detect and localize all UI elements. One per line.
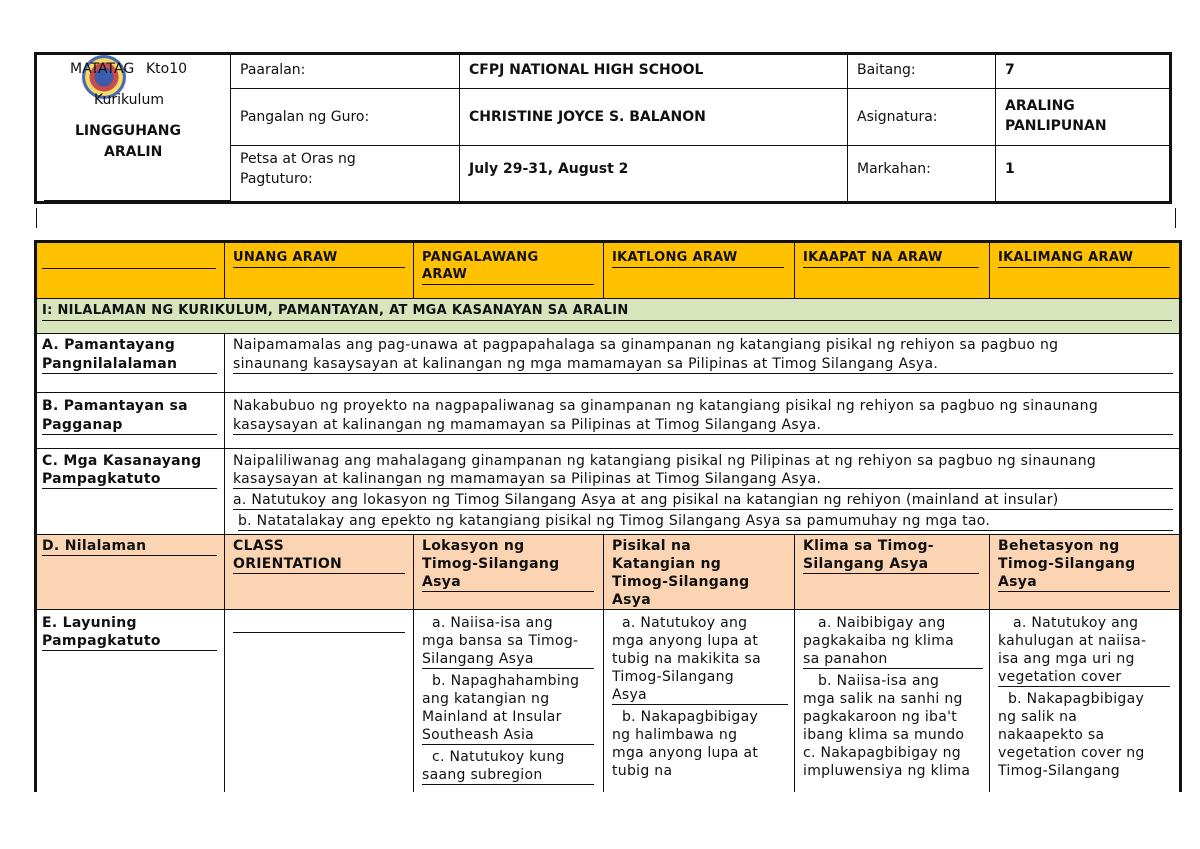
day-2-content: Asya [422,573,594,592]
row-a-label: Pangnilalalaman [42,355,217,374]
row-a-text: sinaunang kasaysayan at kalinangan ng mga mamamayan sa Pilipinas at Timog Silangang Asya. [233,355,1173,374]
day-5-objective: vegetation cover [998,668,1170,687]
day-4-objective: ibang klima sa mundo [803,727,965,743]
divider [413,534,414,792]
petsa-label: Pagtuturo: [240,171,313,187]
day-2-objective: c. Natutukoy kung [432,749,565,765]
divider [459,55,460,201]
day-2-objective: a. Naiisa-isa ang [432,615,553,631]
row-c-label: C. Mga Kasanayang [42,453,202,469]
day-2-objective: Mainland at Insular [422,709,562,725]
paaralan-value: CFPJ NATIONAL HIGH SCHOOL [469,62,704,78]
day-3-content: Katangian ng [612,556,722,572]
guro-value: CHRISTINE JOYCE S. BALANON [469,109,706,125]
day-2-content: Lokasyon ng [422,538,525,554]
day-5-objective: isa ang mga uri ng [998,651,1135,667]
row-c-label: Pampagkatuto [42,470,217,489]
matatag-label: MATATAG [70,61,135,77]
day-3-content: Pisikal na [612,538,692,554]
day-3-objective: tubig na makikita sa [612,651,761,667]
day-2-objective: saang subregion [422,766,594,785]
divider [44,200,230,202]
divider [233,632,405,633]
day-3-objective: tubig na [612,763,673,779]
divider [413,243,414,298]
petsa-value: July 29-31, August 2 [469,161,629,177]
markahan-label: Markahan: [857,161,931,177]
row-b-text: kasaysayan at kalinangan ng mamamayan sa Pilipinas at Timog Silangang Asya. [233,416,1173,435]
day-4-content: Klima sa Timog- [803,538,934,554]
divider [995,55,996,201]
day-4-header: IKAAPAT NA ARAW [803,249,979,268]
divider [794,534,795,792]
asignatura-value: PANLIPUNAN [1005,118,1107,134]
kurikulum-label: Kurikulum [94,92,164,108]
day-3-objective: mga anyong lupa at [612,633,759,649]
day-2-header: ARAW [422,266,594,285]
day-4-objective: pagkakaiba ng klima [803,633,955,649]
day-1-content: ORIENTATION [233,555,405,574]
day-2-objective: ang katangian ng [422,691,550,707]
baitang-value: 7 [1005,62,1015,78]
day-4-objective: sa panahon [803,650,983,669]
divider [224,534,225,792]
day-4-objective: impluwensiya ng klima [803,763,971,779]
day-3-objective: b. Nakapagbibigay [622,709,759,725]
day-5-objective: Timog-Silangang [998,763,1120,779]
day-4-objective: mga salik na sanhi ng [803,691,963,707]
divider [42,268,216,269]
day-5-content: Timog-Silangang [998,556,1136,572]
day-2-objective: b. Napaghahambing [432,673,580,689]
row-e-label: E. Layuning [42,615,137,631]
divider [794,243,795,298]
divider [989,243,990,298]
divider [603,243,604,298]
petsa-label: Petsa at Oras ng [240,151,356,167]
day-1-content: CLASS [233,538,285,554]
divider [231,88,1169,89]
row-a-label: A. Pamantayang [42,337,176,353]
day-3-objective: Timog-Silangang [612,669,734,685]
day-3-objective: a. Natutukoy ang [622,615,748,631]
day-5-objective: ng salik na [998,709,1078,725]
day-5-content: Asya [998,573,1170,592]
day-5-objective: a. Natutukoy ang [1013,615,1139,631]
divider [230,55,231,201]
day-4-objective: a. Naibibigay ang [818,615,946,631]
row-b-label: B. Pamantayan sa [42,398,188,414]
row-c-competency: a. Natutukoy ang lokasyon ng Timog Silangang Asya at ang pisikal na katangian ng rehiyon (mainland at insular) [233,491,1173,510]
day-5-content: Behetasyon ng [998,538,1120,554]
lingguhang-label: LINGGUHANG [75,123,181,139]
day-3-content: Asya [612,591,788,610]
day-4-objective: c. Nakapagbibigay ng [803,745,961,761]
day-2-content: Timog-Silangang [422,556,560,572]
day-5-objective: nakaapekto sa [998,727,1105,743]
divider [37,392,1179,393]
day-3-content: Timog-Silangang [612,574,750,590]
day-3-objective: mga anyong lupa at [612,745,759,761]
day-4-objective: b. Naiisa-isa ang [818,673,940,689]
row-e-label: Pampagkatuto [42,632,217,651]
row-b-text: Nakabubuo ng proyekto na nagpapaliwanag sa ginampanan ng katangiang pisikal ng rehiyon sa pagbuo ng sinaunang [233,398,1099,414]
row-b-label: Pagganap [42,416,217,435]
day-2-header: PANGALAWANG [422,250,539,265]
baitang-label: Baitang: [857,62,916,78]
day-2-objective: Silangang Asya [422,650,594,669]
divider [847,55,848,201]
paaralan-label: Paaralan: [240,62,306,78]
row-a-text: Naipamamalas ang pag-unawa at pagpapahalaga sa ginampanan ng katangiang pisikal ng rehiyon sa pagbuo ng [233,337,1059,353]
divider [1175,208,1176,228]
row-c-competency: b. Natatalakay ang epekto ng katangiang pisikal ng Timog Silangang Asya sa pamumuhay ng mga tao. [238,512,1173,531]
guro-label: Pangalan ng Guro: [240,109,370,125]
day-2-objective: mga bansa sa Timog- [422,633,579,649]
divider [231,145,1169,146]
day-5-objective: vegetation cover ng [998,745,1145,761]
day-3-header: IKATLONG ARAW [612,249,784,268]
day-5-objective: b. Nakapagbibigay [1008,691,1145,707]
asignatura-label: Asignatura: [857,109,938,125]
markahan-value: 1 [1005,161,1015,177]
day-3-objective: ng halimbawa ng [612,727,738,743]
day-3-objective: Asya [612,686,788,705]
day-1-header: UNANG ARAW [233,249,405,268]
row-c-text: Naipaliliwanag ang mahalagang ginampanan ng katangiang pisikal ng Pilipinas at ng rehiyon sa pagbuo ng sinaunang [233,453,1097,469]
day-2-objective: Southeash Asia [422,726,594,745]
divider [37,448,1179,449]
day-4-content: Silangang Asya [803,555,979,574]
divider [36,208,37,228]
row-c-text: kasaysayan at kalinangan ng mamamayan sa Pilipinas at Timog Silangang Asya. [233,470,1173,489]
row-d-label: D. Nilalaman [42,537,217,556]
divider [603,534,604,792]
day-4-objective: pagkakaroon ng iba't [803,709,958,725]
aralin-label: ARALIN [104,144,163,160]
day-5-header: IKALIMANG ARAW [998,249,1170,268]
asignatura-value: ARALING [1005,98,1075,114]
section-title: I: NILALAMAN NG KURIKULUM, PAMANTAYAN, AT MGA KASANAYAN SA ARALIN [42,302,1172,321]
divider [224,243,225,298]
day-5-objective: kahulugan at naiisa- [998,633,1147,649]
divider [224,334,225,534]
divider [989,534,990,792]
kto10-label: Kto10 [146,61,188,77]
